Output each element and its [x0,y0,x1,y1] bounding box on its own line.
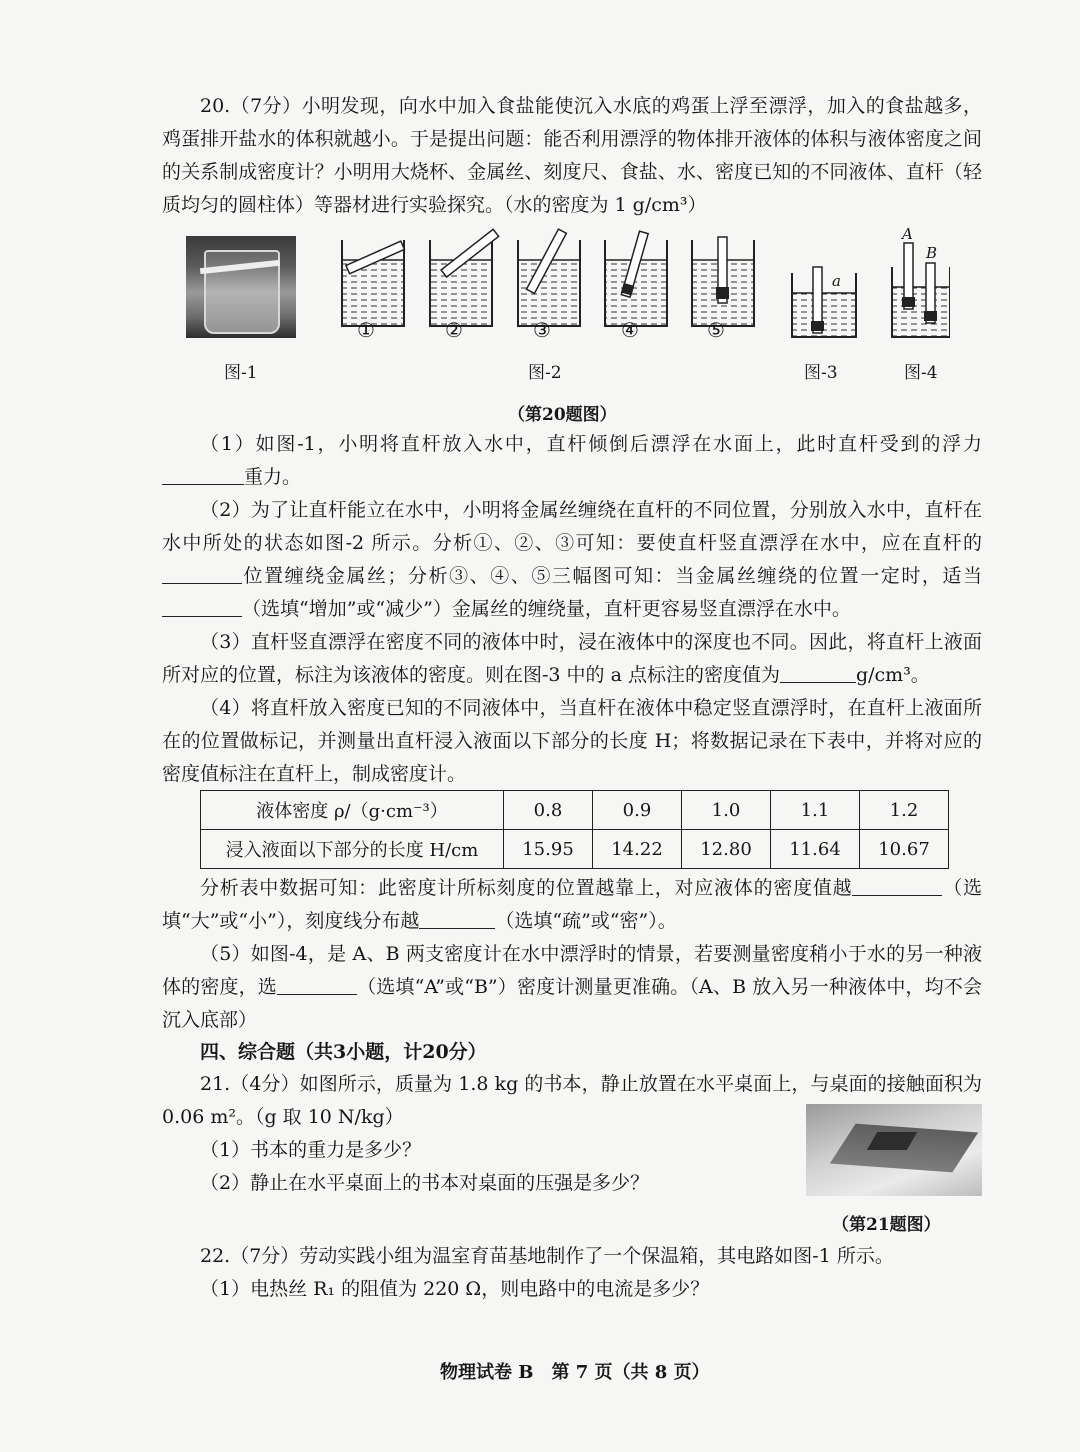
table-cell: 12.80 [682,830,771,869]
table-header-length: 浸入液面以下部分的长度 H/cm [201,830,504,869]
q20-part-5: （5）如图-4，是 A、B 两支密度计在水中漂浮时的情景，若要测量密度稍小于水的另一种液体的密度，选 （选填“A”或“B”）密度计测量更准确。（A、B 放入另一种液体中，均不会沉入底部） [162,943,982,1031]
table-cell: 11.64 [771,830,860,869]
q22-sub-1: （1）电热丝 R₁ 的阻值为 220 Ω，则电路中的电流是多少？ [200,1278,710,1300]
q20-part-3: （3）直杆竖直漂浮在密度不同的液体中时，浸在液体中的深度也不同。因此，将直杆上液面所对应的位置，标注为该液体的密度。则在图-3 中的 a 点标注的密度值为 g/cm³。 [162,631,982,686]
figure-4-beaker [892,243,950,337]
table-cell: 15.95 [504,830,593,869]
answer-blank-4[interactable] [780,664,856,683]
q21-figure-caption: （第21题图） [832,1215,941,1235]
q21-text: 21.（4分）如图所示，质量为 1.8 kg 的书本，静止放置在水平桌面上，与桌面的接触面积为 0.06 m²。（g 取 10 N/kg） [162,1073,982,1128]
beaker-5 [692,237,754,326]
table-cell: 1.2 [860,791,949,830]
q20-figure-caption: （第20题图） [508,405,617,425]
q21-sub-1: （1）书本的重力是多少？ [200,1139,422,1161]
beaker-2 [430,229,499,326]
density-table [200,790,949,869]
answer-blank-6[interactable] [419,910,495,929]
beaker-3 [518,229,580,326]
answer-blank-5[interactable] [852,877,942,896]
section-4-heading: 四、综合题（共3小题，计20分） [200,1041,487,1063]
figure-21-book-photo [806,1104,982,1196]
circled-1: ① [357,318,375,342]
q22-text: 22.（7分）劳动实践小组为温室育苗基地制作了一个保温箱，其电路如图-1 所示。 [200,1245,894,1267]
q20-part-1: （1）如图-1，小明将直杆放入水中，直杆倾倒后漂浮在水面上，此时直杆受到的浮力重力。 [162,428,982,494]
page-footer: 物理试卷 B 第 7 页（共 8 页） [440,1362,710,1383]
table-cell: 1.1 [771,791,860,830]
table-cell: 0.9 [593,791,682,830]
q20-part-4-analysis: 分析表中数据可知：此密度计所标刻度的位置越靠上，对应液体的密度值越 （选填“大”或“小”），刻度线分布越 （选填“疏”或“密”）。 [162,877,982,932]
figure-1-beaker-photo [186,236,296,338]
circled-4: ④ [621,318,639,342]
table-cell: 1.0 [682,791,771,830]
beaker-1 [342,240,404,326]
q20-intro: 20.（7分）小明发现，向水中加入食盐能使沉入水底的鸡蛋上浮至漂浮，加入的食盐越多，鸡蛋排开盐水的体积就越小。于是提出问题：能否利用漂浮的物体排开液体的体积与液体密度之间的关系制成密度计？小明用大烧杯、金属丝、刻度尺、食盐、水、密度已知的不同液体、直杆（轻质均匀的圆柱体）等器材进行实验探究。（水的密度为 1 g/cm³） [162,95,982,216]
fig-1-label: 图-1 [224,363,258,383]
point-a-label: a [832,272,841,290]
label-B: B [926,244,938,262]
label-A: A [902,225,913,243]
table-cell: 14.22 [593,830,682,869]
circled-2: ② [445,318,463,342]
table-row [201,791,949,830]
table-row [201,830,949,869]
q20-part-4: （4）将直杆放入密度已知的不同液体中，当直杆在液体中稳定竖直漂浮时，在直杆上液面所在的位置做标记，并测量出直杆浸入液面以下部分的长度 H；将数据记录在下表中，并将对应的密度值标注在直杆上，制成密度计。 [162,697,982,785]
table-cell: 10.67 [860,830,949,869]
answer-blank-2[interactable] [162,565,242,584]
table-header-density: 液体密度 ρ/（g·cm⁻³） [201,791,504,830]
answer-blank-7[interactable] [277,976,357,995]
circled-5: ⑤ [707,318,725,342]
fig-3-label: 图-3 [804,363,838,383]
fig-4-label: 图-4 [904,363,938,383]
fig-2-label: 图-2 [528,363,562,383]
answer-blank-1[interactable] [162,466,244,485]
answer-blank-3[interactable] [162,598,242,617]
figure-2-3-4-diagrams [330,225,950,350]
q20-part-2: （2）为了让直杆能立在水中，小明将金属丝缠绕在直杆的不同位置，分别放入水中，直杆在水中所处的状态如图-2 所示。分析①、②、③可知：要使直杆竖直漂浮在水中，应在直杆的位置缠绕金属丝；分析③、④、⑤三幅图可知：当金属丝缠绕的位置一定时，适当（选填“增加”或“减少”）金属丝的缠绕量，直杆更容易竖直漂浮在水中。 [162,499,982,620]
circled-3: ③ [533,318,551,342]
beaker-4 [605,231,667,326]
table-cell: 0.8 [504,791,593,830]
figure-3-beaker [792,267,856,337]
q21-sub-2: （2）静止在水平桌面上的书本对桌面的压强是多少？ [200,1172,650,1194]
